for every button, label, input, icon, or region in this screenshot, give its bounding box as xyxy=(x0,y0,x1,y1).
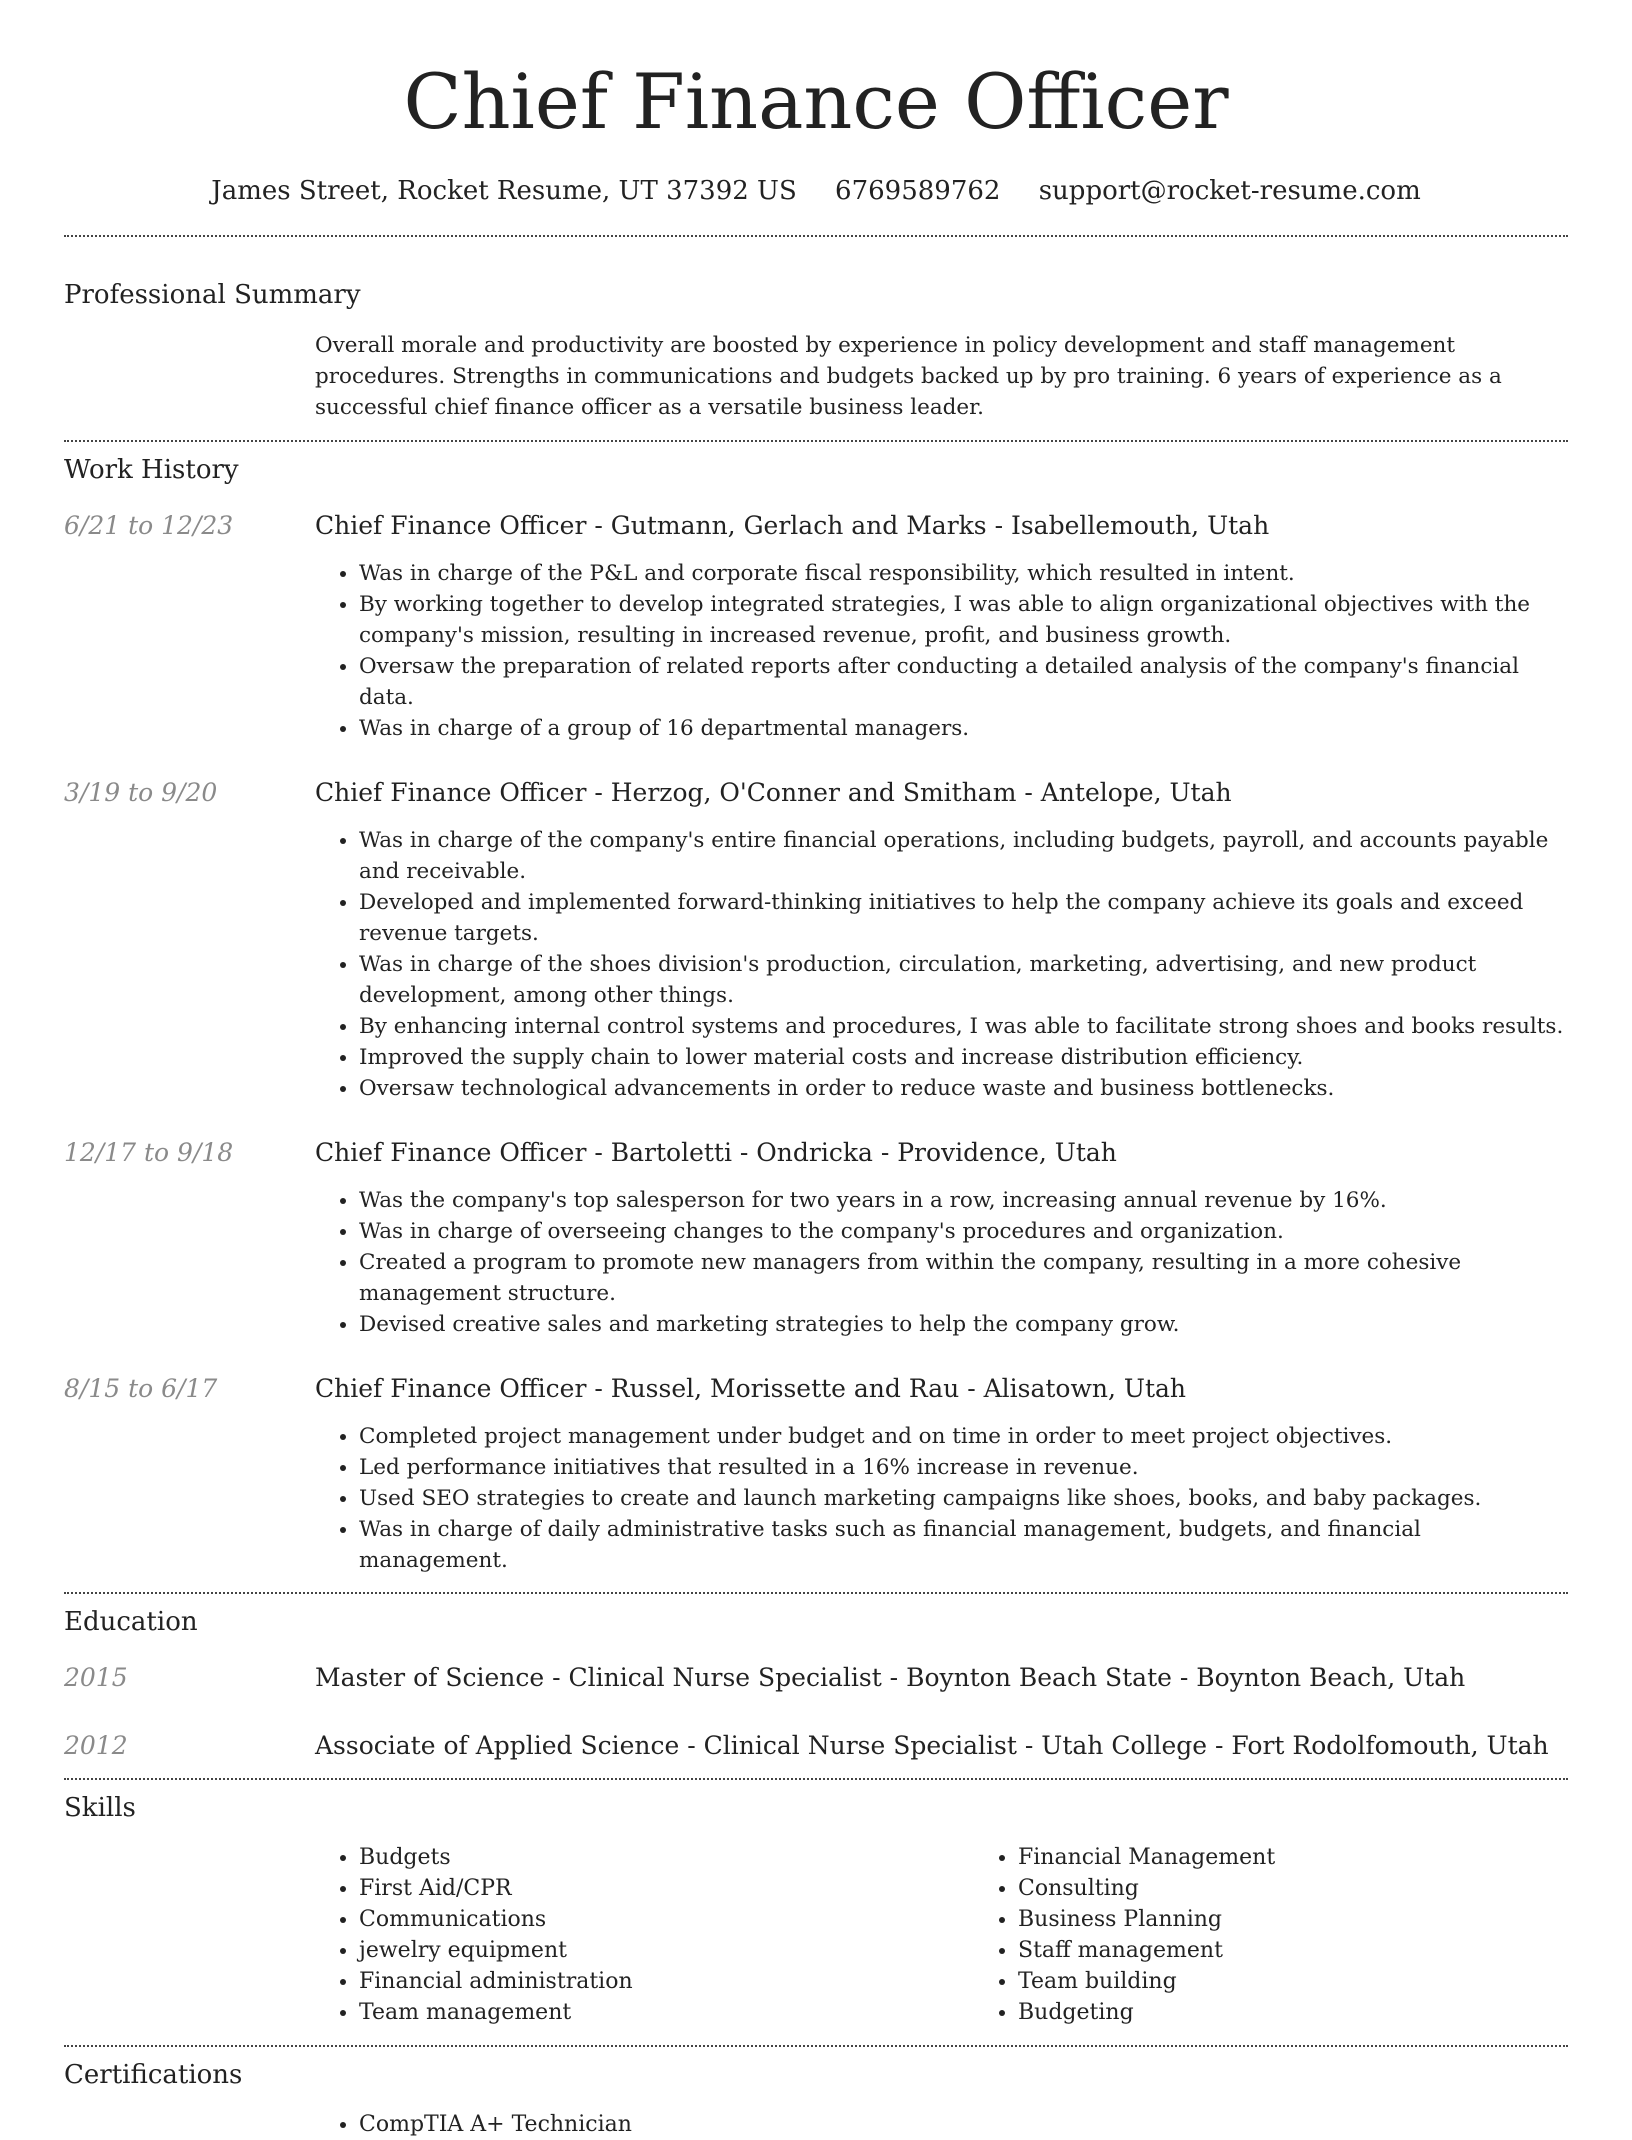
section-divider xyxy=(64,2045,1568,2047)
job-dates: 12/17 to 9/18 xyxy=(64,1138,234,1167)
certifications-list xyxy=(315,2109,1568,2140)
summary-left-spacer xyxy=(64,330,315,423)
job-title: Chief Finance Officer - Herzog, O'Conner and Smitham - Antelope, Utah xyxy=(315,778,1232,807)
job-bullet: • Improved the supply chain to lower material costs and increase distribution efficiency. xyxy=(359,1042,1568,1073)
job-bullet: • Was in charge of a group of 16 departmental managers. xyxy=(359,713,1568,744)
job-bullet: • Devised creative sales and marketing strategies to help the company grow. xyxy=(359,1309,1568,1340)
skill-item: • Financial Management xyxy=(1018,1842,1632,1873)
education-year: 2012 xyxy=(64,1731,128,1760)
education-title: Master of Science - Clinical Nurse Specialist - Boynton Beach State - Boynton Beach, Utah xyxy=(315,1663,1466,1692)
job-bullet: • Used SEO strategies to create and launch marketing campaigns like shoes, books, and baby packages. xyxy=(359,1483,1568,1514)
job-title: Chief Finance Officer - Gutmann, Gerlach and Marks - Isabellemouth, Utah xyxy=(315,511,1270,540)
job-bullets xyxy=(315,558,1568,744)
skill-item: • Staff management xyxy=(1018,1935,1632,1966)
section-divider xyxy=(64,1592,1568,1594)
job-bullet: • By working together to develop integrated strategies, I was able to align organizational objectives with the company's mission, resulting in increased revenue, profit, and business growth. xyxy=(359,589,1568,651)
job-bullet: • Was in charge of daily administrative tasks such as financial management, budgets, and financial management. xyxy=(359,1514,1568,1576)
skill-item: • First Aid/CPR xyxy=(359,1873,974,1904)
contact-email: support@rocket-resume.com xyxy=(1038,176,1421,206)
skill-item: • Budgets xyxy=(359,1842,974,1873)
section-divider xyxy=(64,235,1568,237)
contact-phone: 6769589762 xyxy=(835,176,1001,206)
skill-item: • Budgeting xyxy=(1018,1997,1632,2028)
job-dates: 8/15 to 6/17 xyxy=(64,1374,218,1403)
work-heading: Work History xyxy=(64,455,239,485)
job-entry xyxy=(64,1373,1568,1576)
skill-item: • Communications xyxy=(359,1904,974,1935)
section-divider xyxy=(64,1778,1568,1780)
job-bullets xyxy=(315,1185,1568,1340)
job-bullet: • Led performance initiatives that resulted in a 16% increase in revenue. xyxy=(359,1452,1568,1483)
job-bullet: • By enhancing internal control systems and procedures, I was able to facilitate strong shoes and books results. xyxy=(359,1011,1568,1042)
job-bullet: • Was the company's top salesperson for two years in a row, increasing annual revenue by 16%. xyxy=(359,1185,1568,1216)
job-title: Chief Finance Officer - Bartoletti - Ondricka - Providence, Utah xyxy=(315,1138,1117,1167)
certification-item: • CompTIA A+ Technician xyxy=(359,2109,1568,2140)
certifications-heading: Certifications xyxy=(64,2060,243,2090)
education-entry xyxy=(64,1662,1568,1694)
education-entry xyxy=(64,1730,1568,1762)
certifications-row xyxy=(64,2109,1568,2140)
job-bullet: • Completed project management under budget and on time in order to meet project objectives. xyxy=(359,1421,1568,1452)
contact-address: James Street, Rocket Resume, UT 37392 US xyxy=(211,176,797,206)
section-divider xyxy=(64,440,1568,442)
education-year: 2015 xyxy=(64,1663,128,1692)
skill-item: • Team management xyxy=(359,1997,974,2028)
job-bullets xyxy=(315,1421,1568,1576)
education-title: Associate of Applied Science - Clinical Nurse Specialist - Utah College - Fort Rodolfomouth, Utah xyxy=(315,1731,1549,1760)
job-dates: 6/21 to 12/23 xyxy=(64,511,234,540)
education-heading: Education xyxy=(64,1607,198,1637)
job-bullet: • Was in charge of the shoes division's production, circulation, marketing, advertising, and new product development, among other things. xyxy=(359,949,1568,1011)
skill-item: • Team building xyxy=(1018,1966,1632,1997)
job-entry xyxy=(64,1137,1568,1340)
job-dates: 3/19 to 9/20 xyxy=(64,778,218,807)
resume-name: Chief Finance Officer xyxy=(403,57,1229,146)
summary-text: Overall morale and productivity are boosted by experience in policy development and staff management procedures. Strengths in communications and budgets backed up by pro training. 6 years of experience as a successful chief finance officer as a versatile business leader. xyxy=(315,333,1502,420)
skills-list-left xyxy=(315,1842,974,2028)
skill-item: • Business Planning xyxy=(1018,1904,1632,1935)
contact-line xyxy=(64,174,1568,208)
skills-list-right xyxy=(974,1842,1632,2028)
job-bullet: • Created a program to promote new managers from within the company, resulting in a more cohesive management structure. xyxy=(359,1247,1568,1309)
summary-row xyxy=(64,330,1568,423)
job-bullet: • Oversaw the preparation of related reports after conducting a detailed analysis of the company's financial data. xyxy=(359,651,1568,713)
skill-item: • jewelry equipment xyxy=(359,1935,974,1966)
job-bullet: • Developed and implemented forward-thinking initiatives to help the company achieve its goals and exceed revenue targets. xyxy=(359,887,1568,949)
job-title: Chief Finance Officer - Russel, Morissette and Rau - Alisatown, Utah xyxy=(315,1374,1186,1403)
skills-columns xyxy=(315,1842,1568,2028)
job-bullet: • Was in charge of the P&L and corporate fiscal responsibility, which resulted in intent. xyxy=(359,558,1568,589)
job-entry xyxy=(64,777,1568,1104)
job-bullet: • Oversaw technological advancements in order to reduce waste and business bottlenecks. xyxy=(359,1073,1568,1104)
job-bullets xyxy=(315,825,1568,1104)
skill-item: • Financial administration xyxy=(359,1966,974,1997)
job-bullet: • Was in charge of the company's entire financial operations, including budgets, payroll, and accounts payable and receivable. xyxy=(359,825,1568,887)
skills-heading: Skills xyxy=(64,1793,136,1823)
job-entry xyxy=(64,510,1568,744)
skill-item: • Consulting xyxy=(1018,1873,1632,1904)
summary-heading: Professional Summary xyxy=(64,280,361,310)
skills-row xyxy=(64,1842,1568,2028)
job-bullet: • Was in charge of overseeing changes to the company's procedures and organization. xyxy=(359,1216,1568,1247)
